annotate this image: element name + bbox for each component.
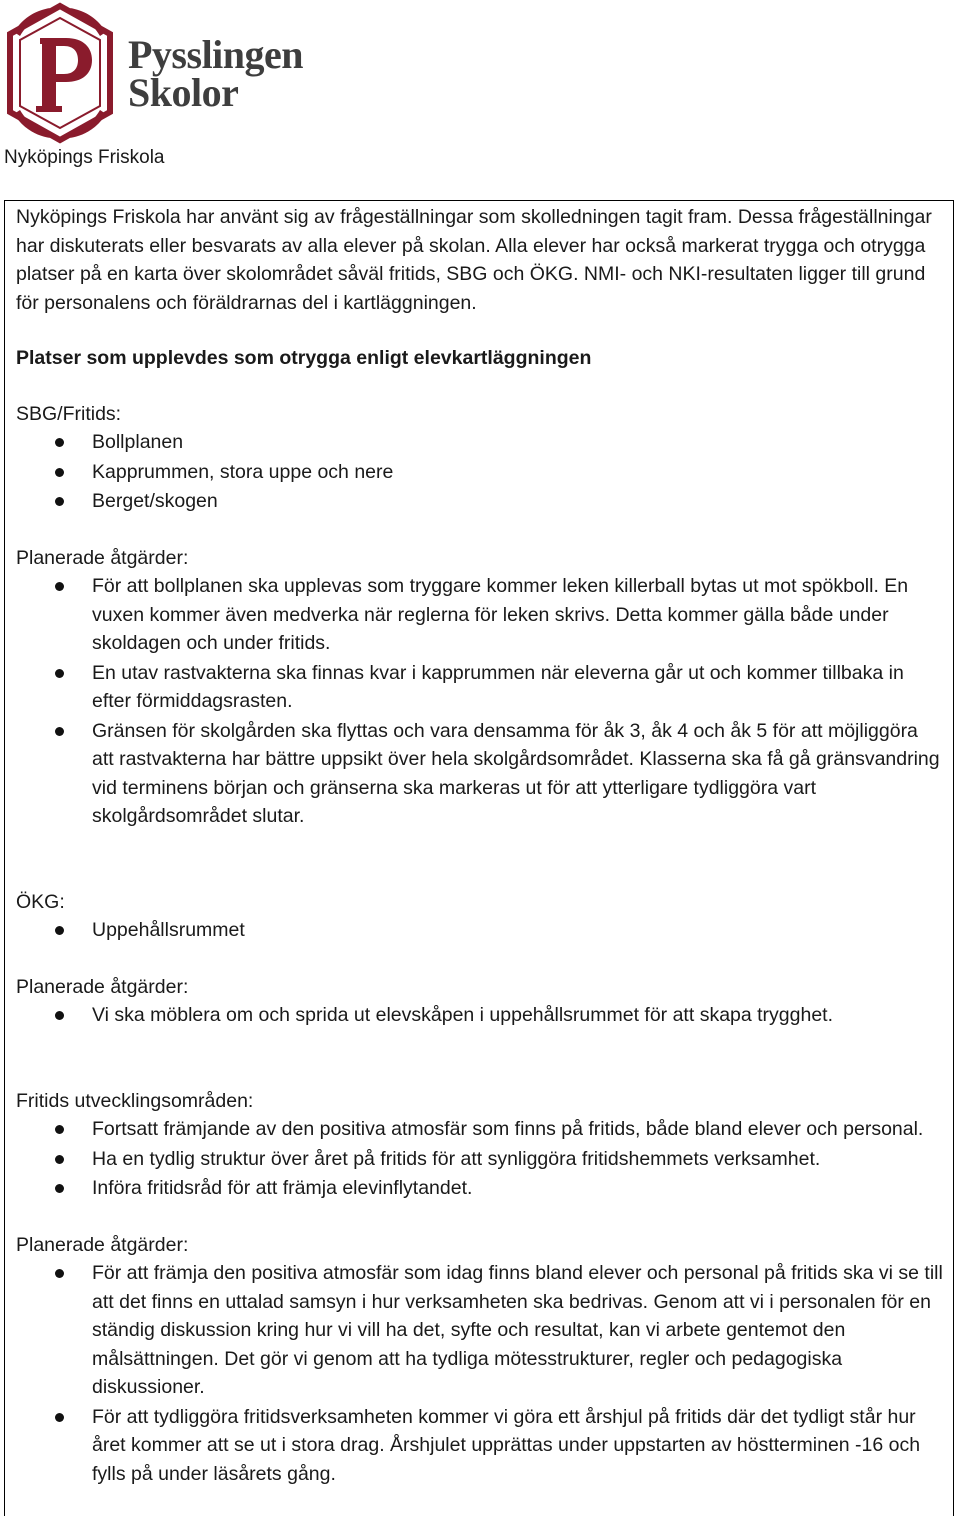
fritids-heading: Fritids utvecklingsområden: — [16, 1089, 254, 1112]
sbg-label: SBG/Fritids: — [16, 402, 122, 425]
okg-label: ÖKG: — [16, 890, 65, 913]
bullet-icon — [55, 1413, 64, 1422]
bullet-icon — [55, 727, 64, 736]
list-item: Berget/skogen — [16, 487, 943, 516]
content-box — [4, 200, 954, 1516]
okg-actions-list — [16, 1001, 943, 1030]
list-item: För att främja den positiva atmosfär som idag finns bland elever och personal på fritids ska vi se till att det finns en uttalad samsyn i hur verksamheten ska bedrivas. Genom att vi i personalen för en ständig diskussion kring hur vi vill ha det, syfte och resultat, kan vi arbete gentemot den målsättningen. Det gör vi genom att ha tydliga mötesstrukturer, regler och pedagogiska diskussioner. — [16, 1259, 943, 1402]
bullet-icon — [55, 1184, 64, 1193]
bullet-icon — [55, 1125, 64, 1134]
bullet-icon — [55, 1011, 64, 1020]
bullet-icon — [55, 582, 64, 591]
list-item: Bollplanen — [16, 428, 943, 457]
bullet-icon — [55, 438, 64, 447]
list-item: Vi ska möblera om och sprida ut elevskåpen i uppehållsrummet för att skapa trygghet. — [16, 1001, 943, 1030]
pysslingen-p-hexagon-logo-icon — [4, 2, 116, 144]
okg-places-list — [16, 916, 943, 945]
sbg-actions-list — [16, 572, 943, 831]
intro-paragraph: Nyköpings Friskola har använt sig av frågeställningar som skolledningen tagit fram. Dessa frågeställningar har diskuterats eller besvarats av alla elever på skolan. Alla elever har också markerat trygga och otrygga platser på en karta över skolområdet såväl fritids, SBG och ÖKG. NMI- och NKI-resultaten ligger till grund för personalens och föräldrarnas del i kartläggningen. — [16, 206, 932, 314]
bullet-icon — [55, 1269, 64, 1278]
list-item: Fortsatt främjande av den positiva atmosfär som finns på fritids, både bland elever och personal. — [16, 1115, 943, 1144]
school-name: Nyköpings Friskola — [4, 147, 165, 168]
bullet-icon — [55, 468, 64, 477]
list-item: Införa fritidsråd för att främja elevinflytandet. — [16, 1174, 943, 1203]
okg-actions-label: Planerade åtgärder: — [16, 975, 189, 998]
list-item: Ha en tydlig struktur över året på fritids för att synliggöra fritidshemmets verksamhet. — [16, 1145, 943, 1174]
brand-line-2: Skolor — [128, 70, 239, 115]
bullet-icon — [55, 926, 64, 935]
list-item: Gränsen för skolgården ska flyttas och vara densamma för åk 3, åk 4 och åk 5 för att möjliggöra att rastvakterna har bättre uppsikt över hela skolgårdsområdet. Klasserna ska få gå gränsvandring vid terminens början och gränserna ska markeras ut för att ytterligare tydliggöra vart skolgårdsområdet slutar. — [16, 717, 943, 831]
sbg-places-list — [16, 428, 943, 516]
list-item: För att tydliggöra fritidsverksamheten kommer vi göra ett årshjul på fritids där det tydligt står hur året kommer att se ut i stora drag. Årshjulet upprättas under uppstarten av höstterminen -16 och fylls på under läsårets gång. — [16, 1403, 943, 1489]
fritids-items-list — [16, 1115, 943, 1203]
main-heading: Platser som upplevdes som otrygga enligt elevkartläggningen — [16, 347, 592, 369]
fritids-actions-list — [16, 1259, 943, 1488]
list-item: För att bollplanen ska upplevas som tryggare kommer leken killerball bytas ut mot spökboll. En vuxen kommer även medverka när reglerna för leken skrivs. Detta kommer gälla både under skoldagen och under fritids. — [16, 572, 943, 658]
document-header — [0, 0, 960, 180]
brand-wordmark — [128, 32, 304, 115]
brand-line-1: Pysslingen — [128, 32, 304, 77]
list-item: En utav rastvakterna ska finnas kvar i kapprummen när eleverna går ut och kommer tillbaka in efter förmiddagsrasten. — [16, 659, 943, 716]
bullet-icon — [55, 497, 64, 506]
sbg-actions-label: Planerade åtgärder: — [16, 546, 189, 569]
list-item: Uppehållsrummet — [16, 916, 943, 945]
bullet-icon — [55, 669, 64, 678]
list-item: Kapprummen, stora uppe och nere — [16, 458, 943, 487]
bullet-icon — [55, 1155, 64, 1164]
fritids-actions-label: Planerade åtgärder: — [16, 1233, 189, 1256]
